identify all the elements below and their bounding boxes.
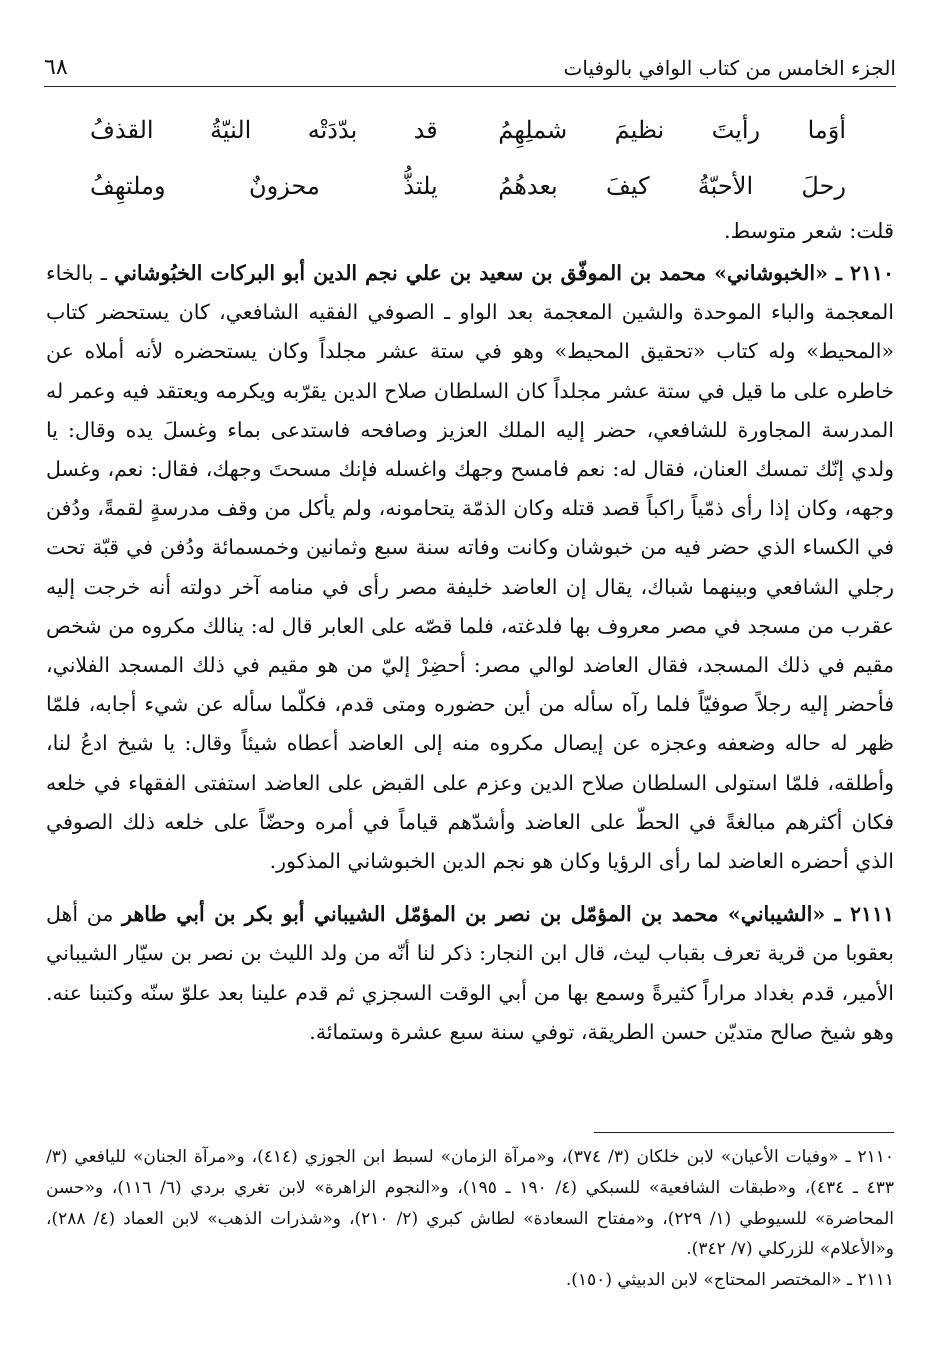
main-text [46, 254, 894, 1052]
verse-2 [90, 162, 846, 218]
footnotes [46, 1142, 894, 1296]
verse-1 [90, 106, 846, 162]
author-comment: قلت: شعر متوسط. [724, 219, 894, 243]
page-number: ٦٨ [44, 55, 68, 80]
footnote-2110: ٢١١٠ ـ «وفيات الأعيان» لابن خلكان (٣/ ٣٧٤)، و«مرآة الزمان» لسبط ابن الجوزي (٤١٤)، و«مرآة الجنان» لليافعي (٣/ ٤٣٣ ـ ٤٣٤)، و«طبقات الشافعية» للسبكي (٤/ ١٩٠ ـ ١٩٥)، و«النجوم الزاهرة» لابن تغري بردي (٦/ ١١٦)، و«حسن المحاضرة» للسيوطي (١/ ٢٢٩)، و«مفتاح السعادة» لطاش كبري (٢/ ٢١٠)، و«شذرات الذهب» لابن العماد (٤/ ٢٨٨)، و«الأعلام» للزركلي (٧/ ٣٤٢). [46, 1147, 895, 1260]
poem [90, 106, 846, 218]
hemistich-second: يلتذُّ محزونٌ وملتهِفُ [90, 172, 438, 200]
entry-heading: ٢١١٠ ـ «الخبوشاني» محمد بن الموفّق بن سعيد بن علي نجم الدين أبو البركات الخبُوشاني [114, 261, 894, 285]
entry-body: من أهل بعقوبا من قرية تعرف بقباب ليث، قال ابن النجار: ذكر لنا أنّه من ولد الليث بن نصر بن سيّار الشيباني الأمير، قدم بغداد مراراً كثيرةً وسمع بها من أبي الوقت السجزي ثم قدم علينا بعد علوّ سنّه وكتبنا عنه. وهو شيخ صالح متديّن حسن الطريقة، توفي سنة سبع عشرة وستمائة. [46, 902, 894, 1044]
footnote-divider [594, 1132, 894, 1133]
entry-2111 [46, 895, 894, 1052]
hemistich-second: قد بدّدَتْه النيّةُ القذفُ [90, 116, 438, 144]
hemistich-first: رحلَ الأحبّةُ كيفَ بعدهُمُ [498, 172, 846, 200]
entry-heading: ٢١١١ ـ «الشيباني» محمد بن المؤمّل بن نصر بن المؤمّل الشيباني أبو بكر بن أبي طاهر [122, 902, 895, 927]
entry-body: ـ بالخاء المعجمة والباء الموحدة والشين المعجمة بعد الواو ـ الصوفي الفقيه الشافعي، كان يستحضر كتاب «المحيط» وله كتاب «تحقيق المحيط» وهو في ستة عشر مجلداً وكان يستحضره لأنه أملاه عن خاطره على ما قيل في ستة عشر مجلداً كان السلطان صلاح الدين يقرّبه ويكرمه ويعتقد فيه وعمر له المدرسة المجاورة للشافعي، حضر إليه الملك العزيز وصافحه فاستدعى بماء وغسلَ يده وقال: يا ولدي إنّك تمسك العنان، فقال له: نعم فامسح وجهك واغسله فإنك مسحتَ وجهك، فقال: نعم، وغسل وجهه، وكان إذا رأى ذمّياً راكباً قصد قتله وكان الذمّة يتحامونه، ولم يأكل من وقف مدرسةٍ لقمةً، ودُفن في الكساء الذي حضر فيه من خبوشان وكانت وفاته سنة سبع وثمانين وخمسمائة ودُفن في قبّة تحت رجلي الشافعي وبينهما شباك، يقال إن العاضد خليفة مصر رأى في منامه آخر دولته أنه خرجت إليه عقرب من مسجد في مصر معروف بها فلدغته، فلما قصّه على العابر قال له: ينالك مكروه من شخص مقيم في ذلك المسجد، فقال العاضد لوالي مصر: أحضِرْ إليّ من هو مقيم في ذلك المسجد الفلاني، فأحضر إليه رجلاً صوفيّاً فلما رآه سأله من أين حضوره ومتى قدم، فكلّما سأله عن شيء أجابه، فلمّا ظهر له حاله وضعفه وعجزه عن إيصال مكروه منه إلى العاضد أعطاه شيئاً وقال: يا شيخ ادعُ لنا، وأطلقه، فلمّا استولى السلطان صلاح الدين وعزم على القبض على العاضد استفتى الفقهاء في خلعه فكان أكثرهم مبالغةً في الحطّ على العاضد وأشدّهم قياماً في أمره وحضّاً على خلعه ذلك الصوفي الذي أحضره العاضد لما رأى الرؤيا وكان هو نجم الدين الخبوشاني المذكور. [46, 261, 894, 874]
page-header [44, 44, 896, 87]
hemistich-first: أوَما رأيتَ نظيمَ شملِهِمُ [498, 116, 846, 144]
running-title: الجزء الخامس من كتاب الوافي بالوفيات [563, 56, 896, 80]
entry-2110 [46, 254, 894, 881]
footnote-2111: ٢١١١ ـ «المختصر المحتاج» لابن الدبيثي (١٥٠). [565, 1270, 894, 1291]
